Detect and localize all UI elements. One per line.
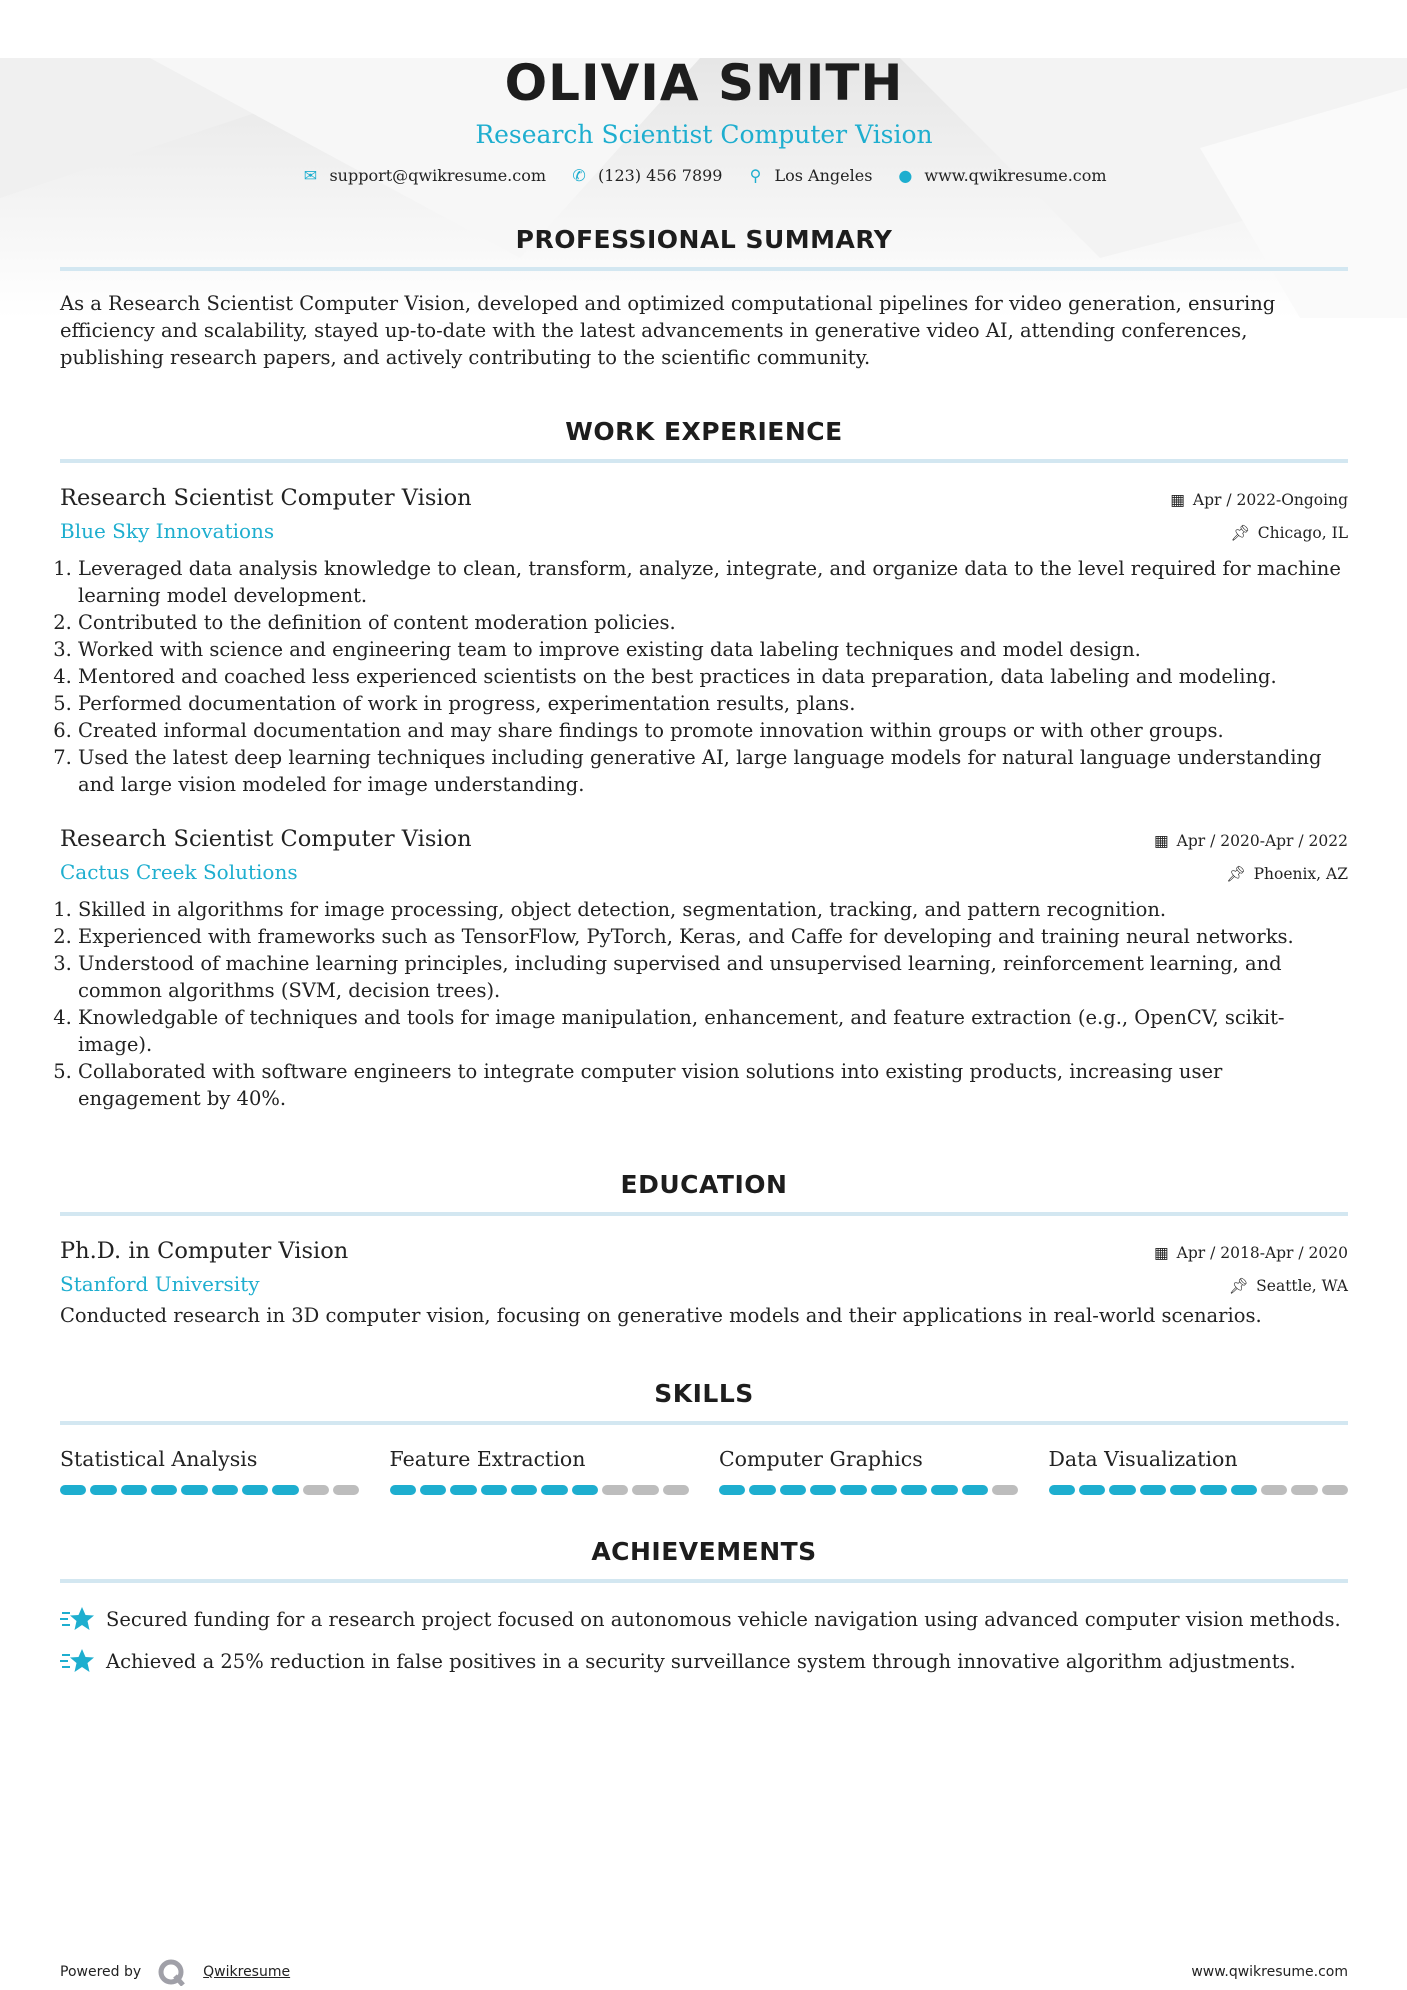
website[interactable]: www.qwikresume.com — [924, 166, 1107, 185]
job-bullet: 1. Skilled in algorithms for image processing, object detection, segmentation, tracking, and pattern recognition. — [78, 896, 1348, 923]
skill-item — [390, 1447, 690, 1495]
skill-level-segment — [780, 1485, 806, 1495]
candidate-title: Research Scientist Computer Vision — [475, 120, 933, 149]
skill-level-segment — [333, 1485, 359, 1495]
job-entry — [60, 826, 1348, 1112]
skill-level-segment — [719, 1485, 745, 1495]
skill-level-segment — [420, 1485, 446, 1495]
qwikresume-logo-icon — [157, 1958, 187, 1986]
skill-name: Data Visualization — [1048, 1447, 1238, 1471]
map-pin-icon: ⚲ — [749, 166, 762, 185]
job-bullet: 5. Performed documentation of work in progress, experimentation results, plans. — [78, 690, 1348, 717]
skill-level-segment — [663, 1485, 689, 1495]
skill-level-segment — [1231, 1485, 1257, 1495]
achievement-text: Achieved a 25% reduction in false positives in a security surveillance system through innovative algorithm adjustments. — [106, 1649, 1296, 1673]
skill-level-segment — [992, 1485, 1018, 1495]
skill-level-segment — [242, 1485, 268, 1495]
company: Cactus Creek Solutions — [60, 860, 298, 884]
dates: Apr / 2018-Apr / 2020 — [1176, 1244, 1348, 1262]
calendar-icon: ▦ — [1154, 1244, 1169, 1262]
job-bullet: 4. Knowledgable of techniques and tools for image manipulation, enhancement, and feature extraction (e.g., OpenCV, scikit-image). — [78, 1004, 1348, 1058]
education-description: Conducted research in 3D computer vision, focusing on generative models and their applications in real-world scenarios. — [60, 1304, 1262, 1327]
section-heading: ACHIEVEMENTS — [60, 1537, 1348, 1583]
school: Stanford University — [60, 1272, 260, 1296]
achievement-item — [60, 1647, 1348, 1675]
degree: Ph.D. in Computer Vision — [60, 1238, 349, 1264]
qwikresume-link[interactable]: Qwikresume — [203, 1964, 291, 1980]
job-bullet: 2. Experienced with frameworks such as TensorFlow, PyTorch, Keras, and Caffe for developing and training neural networks. — [78, 923, 1348, 950]
job-bullets — [60, 896, 1348, 1112]
achievement-item — [60, 1605, 1348, 1633]
skill-level-segment — [602, 1485, 628, 1495]
skill-level-segment — [181, 1485, 207, 1495]
skills-section — [60, 1379, 1348, 1495]
location: Phoenix, AZ — [1253, 865, 1348, 883]
skill-level-segment — [450, 1485, 476, 1495]
skill-level-segment — [1049, 1485, 1075, 1495]
skill-level-segment — [1079, 1485, 1105, 1495]
job-bullet: 7. Used the latest deep learning techniques including generative AI, large language models for natural language understanding and large vision modeled for image understanding. — [78, 744, 1348, 798]
job-title: Research Scientist Computer Vision — [60, 485, 472, 511]
contact-bar — [60, 166, 1348, 185]
star-icon — [60, 1605, 94, 1633]
pin-icon: 📌︎ — [1228, 1277, 1249, 1295]
location: Chicago, IL — [1257, 524, 1348, 542]
skill-level-segment — [541, 1485, 567, 1495]
star-icon — [60, 1647, 94, 1675]
job-title: Research Scientist Computer Vision — [60, 826, 472, 852]
job-bullet: 4. Mentored and coached less experienced scientists on the best practices in data preparation, data labeling and modeling. — [78, 663, 1348, 690]
skill-level-segment — [1109, 1485, 1135, 1495]
pin-icon: 📌︎ — [1230, 524, 1250, 542]
job-bullet: 2. Contributed to the definition of content moderation policies. — [78, 609, 1348, 636]
job-bullet: 3. Understood of machine learning principles, including supervised and unsupervised learning, reinforcement learning, and common algorithms (SVM, decision trees). — [78, 950, 1348, 1004]
skill-level-segment — [212, 1485, 238, 1495]
experience-section — [60, 417, 1348, 1112]
pin-icon: 📌︎ — [1225, 865, 1246, 883]
skill-level-bar — [60, 1485, 360, 1495]
job-bullet: 1. Leveraged data analysis knowledge to clean, transform, analyze, integrate, and organize data to the level required for machine learning model development. — [78, 555, 1348, 609]
skill-level-segment — [749, 1485, 775, 1495]
location: Los Angeles — [774, 166, 873, 185]
skill-level-segment — [60, 1485, 86, 1495]
skill-level-segment — [1140, 1485, 1166, 1495]
skill-level-segment — [1170, 1485, 1196, 1495]
skill-level-segment — [840, 1485, 866, 1495]
skill-level-segment — [151, 1485, 177, 1495]
calendar-icon: ▦ — [1154, 832, 1169, 850]
skill-level-segment — [1261, 1485, 1287, 1495]
job-bullet: 5. Collaborated with software engineers to integrate computer vision solutions into existing products, increasing user engagement by 40%. — [78, 1058, 1348, 1112]
skill-level-segment — [901, 1485, 927, 1495]
section-heading: PROFESSIONAL SUMMARY — [60, 225, 1348, 271]
summary-text: As a Research Scientist Computer Vision, developed and optimized computational pipelines for video generation, ensuring efficiency and scalability, stayed up-to-date with the latest advancements in generative video AI, attending conferences, publishing research papers, and actively contributing to the scientific community. — [60, 292, 1276, 369]
location: Seattle, WA — [1256, 1277, 1348, 1295]
skill-level-segment — [962, 1485, 988, 1495]
section-heading: EDUCATION — [60, 1170, 1348, 1216]
dates: Apr / 2020-Apr / 2022 — [1176, 832, 1348, 850]
section-heading: SKILLS — [60, 1379, 1348, 1425]
phone-icon: ✆ — [572, 166, 586, 185]
job-entry — [60, 485, 1348, 798]
skill-level-segment — [871, 1485, 897, 1495]
dates: Apr / 2022-Ongoing — [1192, 491, 1348, 509]
skill-level-segment — [632, 1485, 658, 1495]
skill-item — [1049, 1447, 1349, 1495]
phone: (123) 456 7899 — [598, 166, 723, 185]
calendar-icon: ▦ — [1170, 491, 1185, 509]
summary-section — [60, 225, 1348, 371]
job-bullet: 3. Worked with science and engineering team to improve existing data labeling techniques and model design. — [78, 636, 1348, 663]
skill-level-segment — [481, 1485, 507, 1495]
education-section — [60, 1170, 1348, 1329]
footer — [60, 1958, 1348, 1986]
achievement-text: Secured funding for a research project focused on autonomous vehicle navigation using advanced computer vision methods. — [106, 1607, 1341, 1631]
achievements-section — [60, 1537, 1348, 1675]
skill-name: Computer Graphics — [719, 1447, 923, 1471]
skill-level-segment — [931, 1485, 957, 1495]
skill-level-segment — [1322, 1485, 1348, 1495]
skill-level-bar — [1049, 1485, 1349, 1495]
job-bullets — [60, 555, 1348, 798]
skill-level-segment — [90, 1485, 116, 1495]
skill-level-segment — [121, 1485, 147, 1495]
powered-by-label: Powered by — [60, 1964, 142, 1980]
skill-name: Feature Extraction — [389, 1447, 586, 1471]
candidate-name: OLIVIA SMITH — [504, 54, 904, 112]
skill-level-segment — [511, 1485, 537, 1495]
skill-name: Statistical Analysis — [60, 1447, 258, 1471]
globe-icon: ● — [898, 166, 913, 185]
email[interactable]: support@qwikresume.com — [329, 166, 547, 185]
job-bullet: 6. Created informal documentation and may share findings to promote innovation within groups or with other groups. — [78, 717, 1348, 744]
skill-level-segment — [1200, 1485, 1226, 1495]
envelope-icon: ✉ — [303, 166, 318, 185]
skill-level-segment — [810, 1485, 836, 1495]
skill-level-bar — [719, 1485, 1019, 1495]
section-heading: WORK EXPERIENCE — [60, 417, 1348, 463]
skill-item — [60, 1447, 360, 1495]
skill-item — [719, 1447, 1019, 1495]
skill-level-segment — [390, 1485, 416, 1495]
skill-level-segment — [272, 1485, 298, 1495]
skill-level-segment — [572, 1485, 598, 1495]
skill-level-bar — [390, 1485, 690, 1495]
company: Blue Sky Innovations — [60, 519, 275, 543]
skill-level-segment — [303, 1485, 329, 1495]
footer-website[interactable]: www.qwikresume.com — [1191, 1964, 1348, 1980]
skill-level-segment — [1291, 1485, 1317, 1495]
